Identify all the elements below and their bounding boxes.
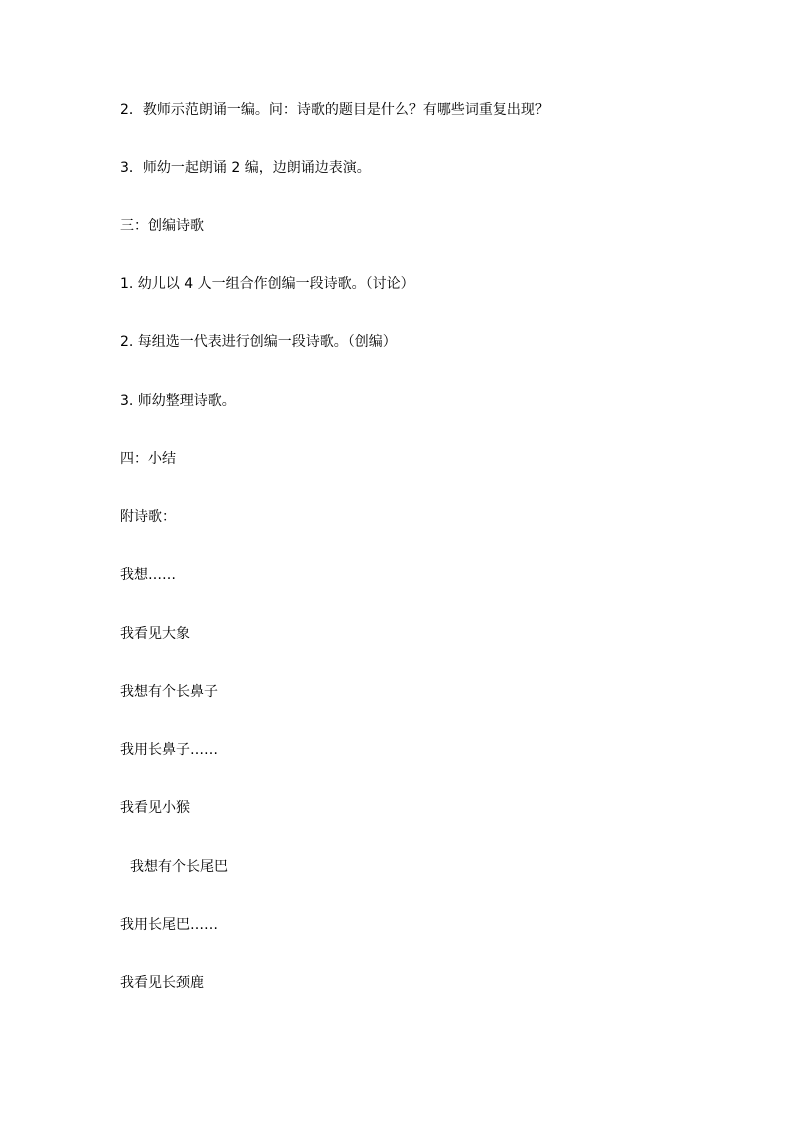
poem-line: 我用长尾巴…… [120,917,218,933]
appendix-poem-label: 附诗歌： [120,509,176,525]
create-step-1-group-discussion: 1. 幼儿以 4 人一组合作创编一段诗歌。（讨论） [120,276,415,292]
create-step-3-organize-poem: 3. 师幼整理诗歌。 [120,393,236,409]
poem-line: 我想有个长鼻子 [120,684,218,700]
poem-line: 我想有个长尾巴 [130,859,228,875]
poem-line: 我看见长颈鹿 [120,975,204,991]
create-step-2-representative: 2. 每组选一代表进行创编一段诗歌。（创编） [120,334,397,350]
poem-line: 我用长鼻子…… [120,742,218,758]
poem-line: 我看见小猴 [120,800,190,816]
poem-title: 我想…… [120,567,176,583]
step-3-recite-and-perform: 3．师幼一起朗诵 2 编，边朗诵边表演。 [120,160,371,176]
poem-line: 我看见大象 [120,626,190,642]
section-heading-create-poem: 三：创编诗歌 [120,218,204,234]
section-heading-summary: 四：小结 [120,451,176,467]
step-2-teacher-demo-recitation: 2．教师示范朗诵一编。问：诗歌的题目是什么？有哪些词重复出现？ [120,102,549,118]
